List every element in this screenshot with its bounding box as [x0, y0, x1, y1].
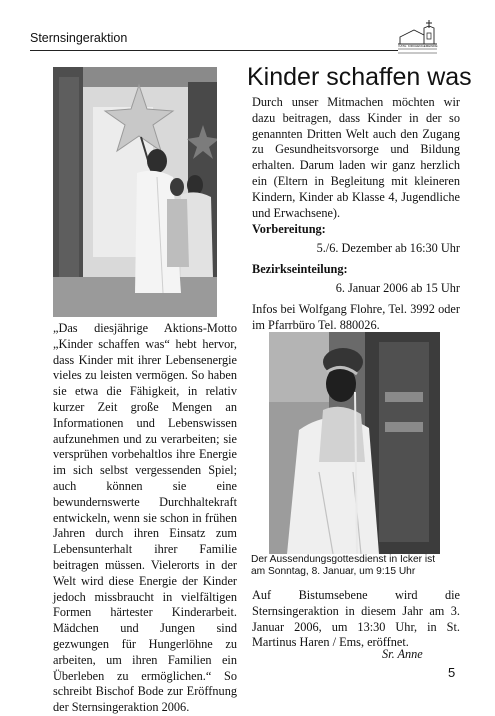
bishop-quote: „Das diesjährige Aktions-Motto „Kinder schaffen was“ hebt hervor, dass Kinder mit ihrer Lebensenergie vieles zu leisten vermögen. So haben sie etwa die Fähigkeit, in relativ kurzer Zeit große Mengen an Informationen und Lebenswissen aufzunehmen und zu verarbeiten; sie versprühen vorbehaltlos ihre Energie im sich selbst vergessenden Spiel; auch können sie eine bewundernswerte Durchhaltekraft entwickeln, wenn sie schon in frühen Jahren durch ihren Einsatz zum Lebensunterhalt ihrer Familie beitragen müssen. Vielerorts in der Welt wird diese Energie der Kinder jedoch missbraucht in vielfältigen Formen härtester Kinderarbeit. Mädchen und Jungen sind gezwungen für Hungerlöhne zu arbeiten, um ihren Familien ein Überleben zu ermöglichen.“ So schreibt Bischof Bode zur Eröffnung der Sternsingeraktion 2006.	[53, 321, 237, 715]
header-section-label: Sternsingeraktion	[30, 31, 128, 45]
closing-paragraph: Auf Bistumsebene wird die Sternsingeraktion in diesem Jahr am 3. Januar 2006, um 13:30 Uhr, in St. Martinus Haren / Ems, eröffnet.	[252, 588, 460, 650]
parish-logo	[396, 18, 440, 56]
preparation-heading: Vorbereitung:	[252, 222, 326, 236]
division-date: 6. Januar 2006 ab 15 Uhr	[335, 281, 460, 295]
contact-info: Infos bei Wolfgang Flohre, Tel. 3992 oder im Pfarrbüro Tel. 880026.	[252, 302, 460, 332]
author-signature: Sr. Anne	[382, 647, 423, 661]
logo-text: KATH. KIRCHENGEMEINDE	[398, 44, 438, 48]
page-number: 5	[448, 665, 456, 680]
preparation-date: 5./6. Dezember ab 16:30 Uhr	[316, 241, 460, 255]
article-title: Kinder schaffen was	[247, 63, 472, 91]
photo-caption: Der Aussendungsgottesdienst in Icker ist am Sonntag, 8. Januar, um 9:15 Uhr	[251, 554, 436, 578]
header-rule	[30, 50, 398, 51]
photo-star-singers-door	[53, 67, 217, 317]
photo-star-singer-portrait	[269, 332, 440, 554]
intro-paragraph: Durch unser Mitmachen möchten wir dazu beitragen, dass Kinder in der so genannten Dritten Welt auch den Zugang zu Gesundheitsvorsorge und Bildung erhalten. Darum laden wir ganz herzlich ein (Eltern in Begleitung mit kleineren Kindern, Kinder ab Klasse 4, Jugendliche und Erwachsene).	[252, 95, 460, 220]
division-heading: Bezirkseinteilung:	[252, 262, 348, 276]
